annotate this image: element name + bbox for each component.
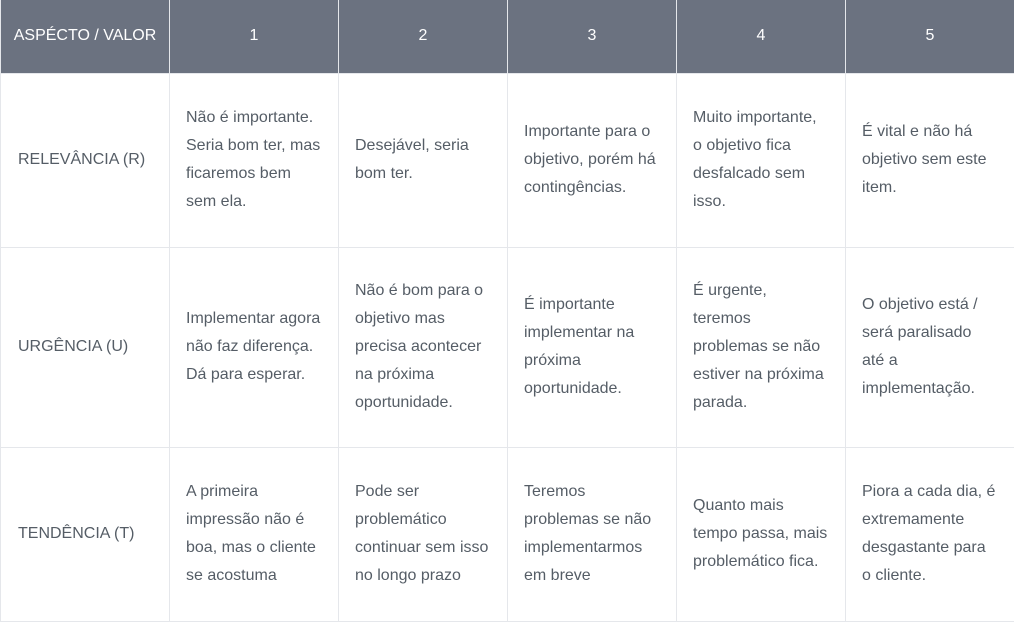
row-label: TENDÊNCIA (T) xyxy=(1,447,170,621)
table-cell: É importante implementar na próxima oportunidade. xyxy=(508,247,677,447)
table-cell: Não é bom para o objetivo mas precisa acontecer na próxima oportunidade. xyxy=(339,247,508,447)
header-value-2: 2 xyxy=(339,0,508,73)
table-cell: Pode ser problemático continuar sem isso no longo prazo xyxy=(339,447,508,621)
header-value-3: 3 xyxy=(508,0,677,73)
table-row-relevancia xyxy=(1,73,1014,247)
table-cell: Piora a cada dia, é extremamente desgastante para o cliente. xyxy=(846,447,1014,621)
table-cell: É vital e não há objetivo sem este item. xyxy=(846,73,1014,247)
table-cell: O objetivo está / será paralisado até a implementação. xyxy=(846,247,1014,447)
table-header xyxy=(1,0,1014,73)
header-value-5: 5 xyxy=(846,0,1014,73)
header-value-4: 4 xyxy=(677,0,846,73)
table-cell: A primeira impressão não é boa, mas o cliente se acostuma xyxy=(170,447,339,621)
table-cell: Quanto mais tempo passa, mais problemático fica. xyxy=(677,447,846,621)
table-cell: Implementar agora não faz diferença. Dá para esperar. xyxy=(170,247,339,447)
table-cell: Não é importante. Seria bom ter, mas ficaremos bem sem ela. xyxy=(170,73,339,247)
row-label: URGÊNCIA (U) xyxy=(1,247,170,447)
header-aspect: ASPÉCTO / VALOR xyxy=(1,0,170,73)
header-value-1: 1 xyxy=(170,0,339,73)
table-row-tendencia xyxy=(1,447,1014,621)
table-cell: Importante para o objetivo, porém há contingências. xyxy=(508,73,677,247)
table-cell: Desejável, seria bom ter. xyxy=(339,73,508,247)
row-label: RELEVÂNCIA (R) xyxy=(1,73,170,247)
table-cell: É urgente, teremos problemas se não estiver na próxima parada. xyxy=(677,247,846,447)
table-body xyxy=(1,73,1014,621)
table-cell: Teremos problemas se não implementarmos em breve xyxy=(508,447,677,621)
header-row xyxy=(1,0,1014,73)
table-row-urgencia xyxy=(1,247,1014,447)
table-cell: Muito importante, o objetivo fica desfalcado sem isso. xyxy=(677,73,846,247)
